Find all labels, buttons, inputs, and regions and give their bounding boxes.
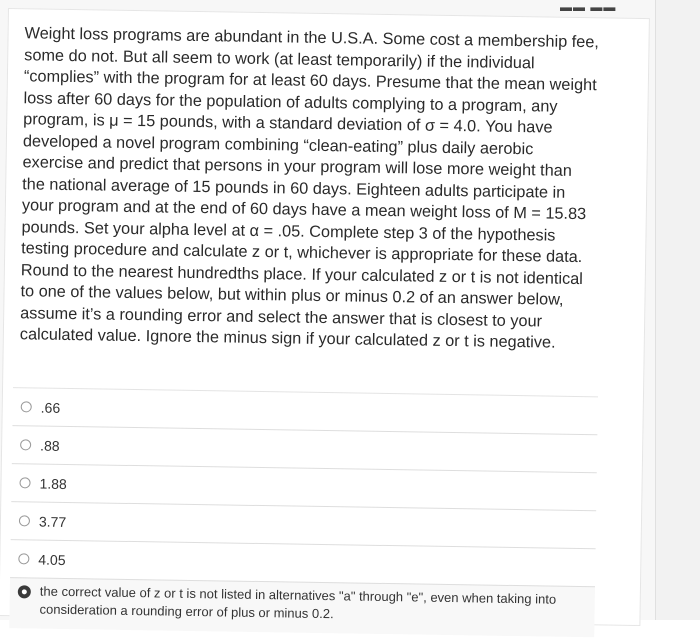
radio-button-selected[interactable] bbox=[18, 585, 31, 598]
option-label: 3.77 bbox=[38, 513, 67, 530]
radio-button[interactable] bbox=[20, 439, 31, 450]
radio-button[interactable] bbox=[19, 515, 30, 526]
radio-button[interactable] bbox=[19, 477, 30, 488]
option-label: 1.88 bbox=[39, 475, 67, 492]
side-panel bbox=[655, 0, 700, 620]
option-label: 4.05 bbox=[38, 551, 66, 568]
option-label: .66 bbox=[40, 399, 61, 416]
question-card bbox=[0, 8, 650, 626]
option-label: the correct value of z or t is not listed in alternatives "a" through "e", even when taking into consideration a rounding error of plus or minus 0.2. bbox=[39, 583, 557, 622]
option-f-selected[interactable] bbox=[9, 577, 595, 637]
radio-button[interactable] bbox=[21, 401, 32, 412]
answer-options bbox=[0, 387, 643, 638]
question-text: Weight loss programs are abundant in the U.S.A. Some cost a membership fee, some do not. But all seem to work (at least temporarily) if the individual “complies” with the program for at least 60 days. Presume that the mean weight loss after 60 days for the population of adults complying to a program, any program, is μ = 15 pounds, with a standard deviation of σ = 4.0. You have developed a novel program combining “clean-eating” plus daily aerobic exercise and predict that persons in your program will lose more weight than the national average of 15 pounds in 60 days. Eighteen adults participate in your program and at the end of 60 days have a mean weight loss of M = 15.83 pounds. Set your alpha level at α = .05. Complete step 3 of the hypothesis testing procedure and calculate z or t, whichever is appropriate for these data. Round to the nearest hundredths place. If your calculated z or t is not identical to one of the values below, but within plus or minus 0.2 of an answer below, assume it’s a rounding error and select the answer that is closest to your calculated value. Ignore the minus sign if your calculated z or t is negative. bbox=[19, 24, 600, 352]
top-edge-mark: ▬▬ ▬▬ bbox=[560, 0, 617, 14]
radio-button[interactable] bbox=[18, 553, 29, 564]
option-label: .88 bbox=[40, 437, 60, 454]
